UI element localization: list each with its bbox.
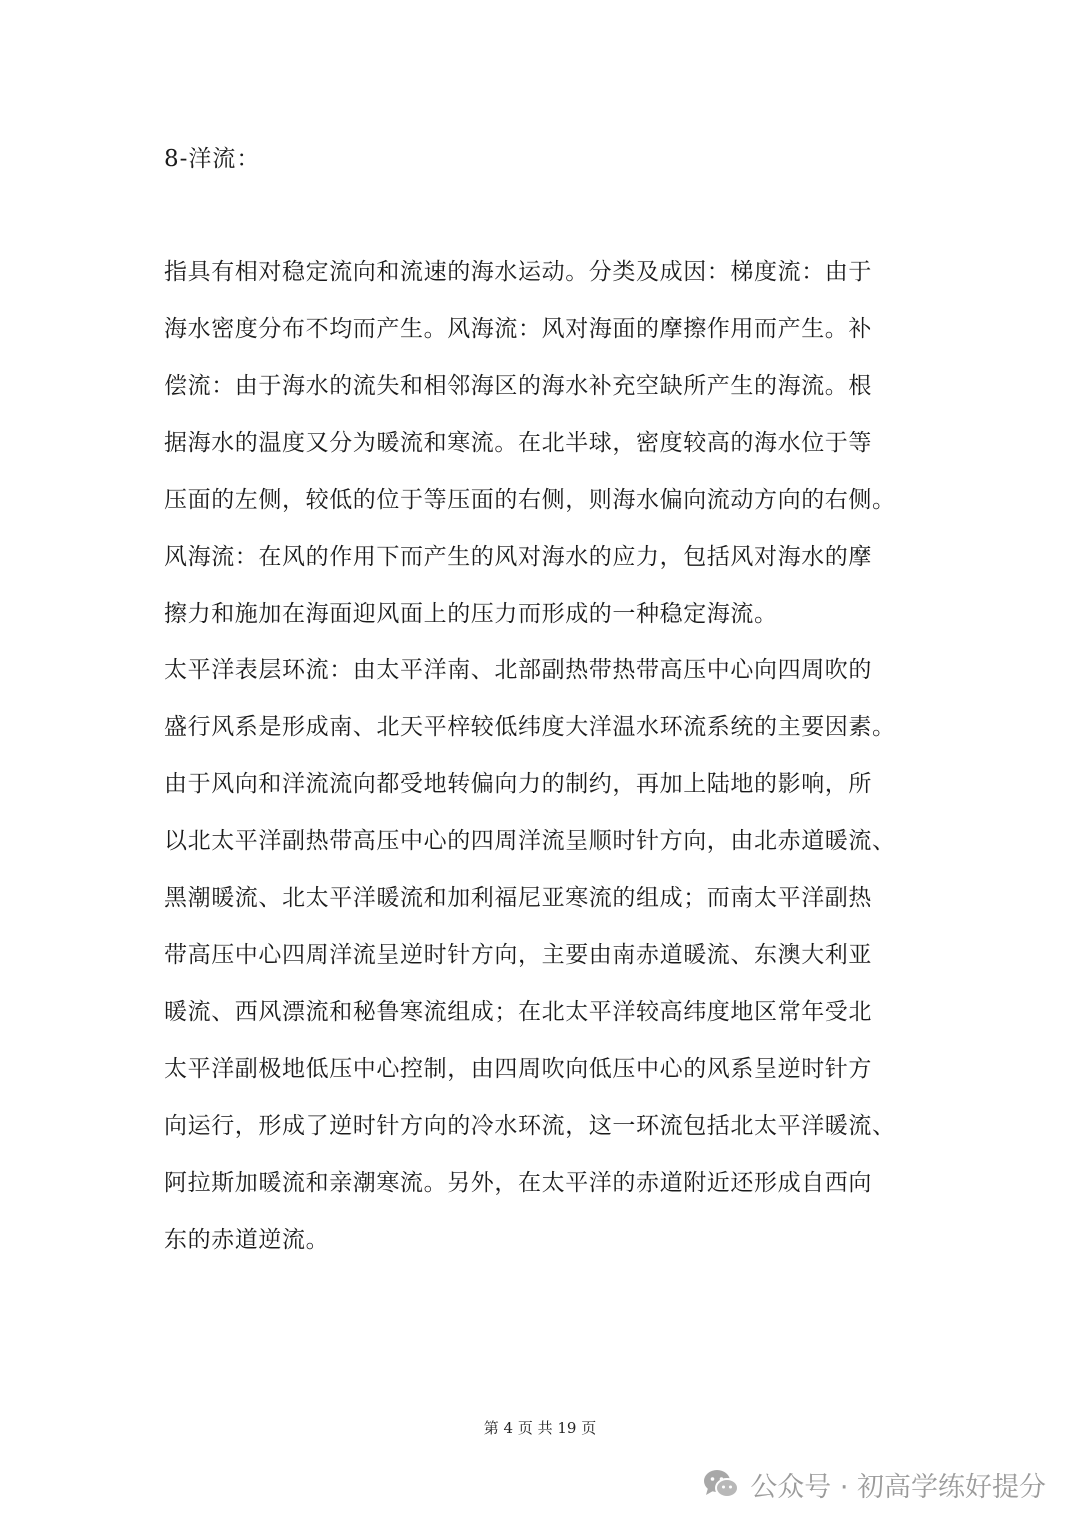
page-number-footer: 第 4 页 共 19 页 bbox=[483, 1419, 597, 1437]
wechat-icon bbox=[702, 1467, 740, 1501]
paragraph-line: 带高压中心四周洋流呈逆时针方向，主要由南赤道暖流、东澳大利亚 bbox=[164, 942, 872, 968]
paragraph-line: 海水密度分布不均而产生。风海流：风对海面的摩擦作用而产生。补 bbox=[164, 316, 872, 342]
paragraph-line: 暖流、西风漂流和秘鲁寒流组成；在北太平洋较高纬度地区常年受北 bbox=[164, 999, 872, 1025]
paragraph-line: 由于风向和洋流流向都受地转偏向力的制约，再加上陆地的影响，所 bbox=[164, 771, 872, 797]
paragraph-line: 向运行，形成了逆时针方向的冷水环流，这一环流包括北太平洋暖流、 bbox=[164, 1113, 896, 1139]
paragraph-line: 据海水的温度又分为暖流和寒流。在北半球，密度较高的海水位于等 bbox=[164, 430, 872, 456]
paragraph-line: 擦力和施加在海面迎风面上的压力而形成的一种稳定海流。 bbox=[164, 601, 778, 627]
watermark-text: 公众号 · 初高学练好提分 bbox=[750, 1471, 1046, 1503]
paragraph-line: 盛行风系是形成南、北天平梓较低纬度大洋温水环流系统的主要因素。 bbox=[164, 714, 896, 740]
paragraph-line: 太平洋副极地低压中心控制，由四周吹向低压中心的风系呈逆时针方 bbox=[164, 1056, 872, 1082]
paragraph-line: 以北太平洋副热带高压中心的四周洋流呈顺时针方向，由北赤道暖流、 bbox=[164, 828, 896, 854]
paragraph-line: 偿流：由于海水的流失和相邻海区的海水补充空缺所产生的海流。根 bbox=[164, 373, 872, 399]
section-heading: 8-洋流： bbox=[164, 146, 261, 172]
paragraph-line: 风海流：在风的作用下而产生的风对海水的应力，包括风对海水的摩 bbox=[164, 544, 872, 570]
paragraph-line: 黑潮暖流、北太平洋暖流和加利福尼亚寒流的组成；而南太平洋副热 bbox=[164, 885, 872, 911]
paragraph-line: 压面的左侧，较低的位于等压面的右侧，则海水偏向流动方向的右侧。 bbox=[164, 487, 896, 513]
paragraph-pacific-circulation bbox=[164, 642, 934, 1269]
paragraph-line: 阿拉斯加暖流和亲潮寒流。另外，在太平洋的赤道附近还形成自西向 bbox=[164, 1170, 872, 1196]
paragraph-line: 指具有相对稳定流向和流速的海水运动。分类及成因：梯度流：由于 bbox=[164, 259, 872, 285]
wechat-watermark bbox=[702, 1462, 1046, 1506]
paragraph-line: 东的赤道逆流。 bbox=[164, 1227, 330, 1253]
paragraph-line: 太平洋表层环流：由太平洋南、北部副热带热带高压中心向四周吹的 bbox=[164, 657, 872, 683]
paragraph-ocean-currents-definition bbox=[164, 244, 934, 643]
